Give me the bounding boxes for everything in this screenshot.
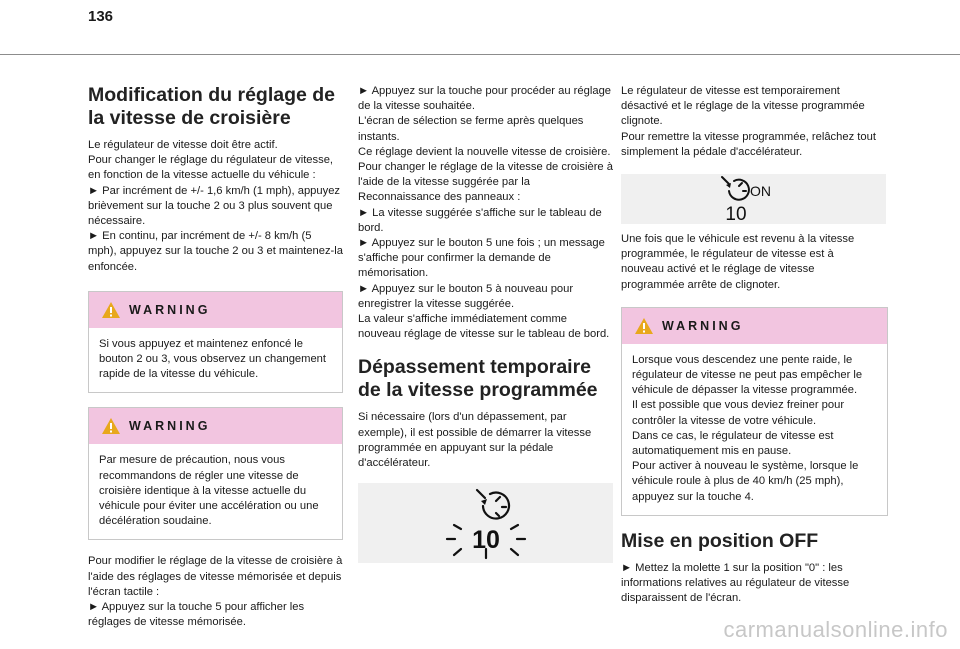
col3-body-after: [621, 561, 876, 607]
warning-title: WARNING: [662, 318, 744, 333]
warning-header: [89, 408, 342, 444]
paragraph: Pour modifier le réglage de la vitesse de croisière à l'aide des réglages de vitesse mémorisée et depuis l'écran tactile :: [88, 555, 343, 598]
page-number: 136: [88, 8, 114, 25]
col3-body-mid: [621, 232, 876, 293]
section-heading-depassement: Dépassement temporaire de la vitesse programmée: [358, 356, 598, 402]
cruise-control-on-icon: [709, 175, 799, 223]
section-heading-off: Mise en position OFF: [621, 529, 819, 552]
col1-body: [88, 138, 343, 275]
col2-body: [358, 84, 613, 342]
paragraph: Ce réglage devient la nouvelle vitesse de croisière.: [358, 145, 611, 158]
paragraph: La valeur s'affiche immédiatement comme nouveau réglage de vitesse sur le tableau de bord.: [358, 313, 610, 341]
watermark: carmanualsonline.info: [723, 617, 948, 642]
on-speed-value: 10: [724, 204, 747, 224]
col1-body-after: [88, 554, 343, 630]
paragraph: ► Appuyez sur la touche 5 pour afficher les réglages de vitesse mémorisée.: [88, 601, 305, 629]
warning-text: Par mesure de précaution, nous vous recommandons de régler une vitesse de croisière identique à la vitesse actuelle du véhicule pour éviter une accélération ou une décélération soudaine.: [99, 454, 319, 528]
blinking-speed-value: 10: [471, 526, 500, 555]
on-label: ON: [749, 183, 771, 200]
warning-text: Lorsque vous descendez une pente raide, le régulateur de vitesse ne peut pas empêcher le véhicule de dépasser la vitesse programmée. Il est possible que vous deviez freiner pour contrôler la vitesse de votre véhicule. Dans ce cas, le régulateur de vitesse est automatiquement mis en pause. Pour activer à nouveau le système, lorsque le véhicule roule à plus de 40 km/h (25 mph), appuyez sur la touche 4.: [632, 353, 863, 503]
speed-on-figure: [621, 174, 886, 224]
paragraph: Pour changer le réglage du régulateur de vitesse, en fonction de la vitesse actuelle du véhicule :: [88, 154, 334, 182]
header-rule: [0, 54, 960, 55]
paragraph: Une fois que le véhicule est revenu à la vitesse programmée, le régulateur de vitesse est à nouveau activé et le réglage de vitesse programmée arrête de clignoter.: [621, 233, 855, 291]
paragraph: Le régulateur de vitesse est temporairement désactivé et le réglage de la vitesse programmée clignote.: [621, 85, 865, 128]
paragraph: ► Mettez la molette 1 sur la position "0" : les informations relatives au régulateur de vitesse disparaissent de l'écran.: [621, 561, 850, 605]
paragraph: ► Appuyez sur la touche pour procéder au réglage de la vitesse souhaitée.: [358, 85, 612, 113]
warning-text: Si vous appuyez et maintenez enfoncé le bouton 2 ou 3, vous observez un changement rapide de la vitesse du véhicule.: [99, 337, 327, 381]
column-1: [88, 84, 343, 630]
warning-title: WARNING: [129, 419, 211, 434]
warning-box: [88, 291, 343, 394]
warning-title: WARNING: [129, 302, 211, 317]
paragraph: ► Appuyez sur le bouton 5 à nouveau pour enregistrer la vitesse suggérée.: [358, 282, 574, 310]
warning-header: [89, 292, 342, 328]
col2-body-after: [358, 410, 613, 471]
paragraph: ► La vitesse suggérée s'affiche sur le tableau de bord.: [358, 206, 602, 234]
paragraph: ► Appuyez sur le bouton 5 une fois ; un message s'affiche pour confirmer la demande de mémorisation.: [358, 237, 605, 280]
paragraph: Pour changer le réglage de la vitesse de croisière à l'aide de la vitesse suggérée par la Reconnaissance des panneaux :: [358, 161, 613, 204]
paragraph: ► Par incrément de +/- 1,6 km/h (1 mph), appuyez brièvement sur la touche 2 ou 3 plus souvent que nécessaire.: [88, 184, 341, 228]
paragraph: ► En continu, par incrément de +/- 8 km/h (5 mph), appuyez sur la touche 2 ou 3 et maintenez-la enfoncée.: [88, 230, 343, 273]
warning-box: [621, 307, 888, 516]
warning-triangle-icon: [101, 301, 121, 319]
col3-body: [621, 84, 876, 160]
warning-triangle-icon: [101, 417, 121, 435]
cruise-control-blinking-icon: [421, 485, 551, 561]
paragraph: Le régulateur de vitesse doit être actif.: [88, 139, 278, 151]
paragraph: Pour remettre la vitesse programmée, relâchez tout simplement la pédale d'accélérateur.: [621, 130, 876, 158]
column-3: [621, 84, 876, 606]
warning-triangle-icon: [634, 317, 654, 335]
column-2: [358, 84, 613, 563]
speed-blink-figure: [358, 483, 613, 563]
warning-box: [88, 407, 343, 540]
paragraph: Si nécessaire (lors d'un dépassement, par exemple), il est possible de démarrer la vitesse programmée en appuyant sur la pédale d'accélérateur.: [358, 411, 592, 470]
paragraph: L'écran de sélection se ferme après quelques instants.: [358, 115, 584, 143]
warning-header: [622, 308, 887, 344]
section-heading-modification: Modification du réglage de la vitesse de croisière: [88, 84, 336, 129]
